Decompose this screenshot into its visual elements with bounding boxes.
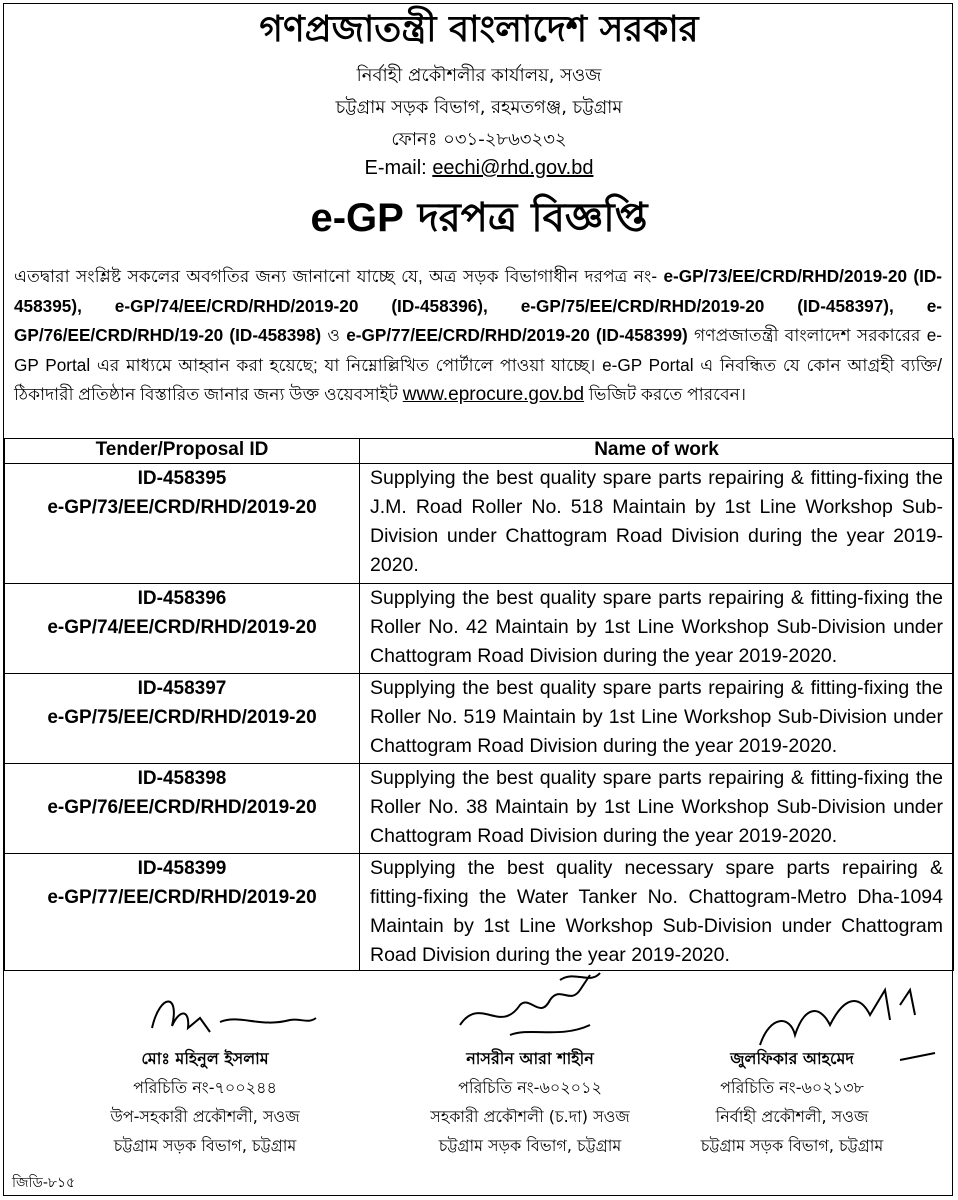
- email-line: [0, 156, 958, 180]
- signatory-name: নাসরীন আরা শাহীন: [466, 1049, 594, 1068]
- table-row: [5, 764, 954, 854]
- work-description: Supplying the best quality spare parts repairing & fitting-fixing the J.M. Road Roller No. 518 Maintain by 1st Line Workshop Sub-Division under Chattogram Road Division during the year 2019-2020.: [360, 464, 954, 584]
- signature-scribble-2: [450, 965, 630, 1045]
- tender-id: ID-458398: [137, 768, 227, 789]
- email-label: E-mail:: [364, 157, 433, 179]
- tender-id-cell: [5, 464, 360, 584]
- tender-id: ID-458395: [137, 468, 227, 489]
- table-row: [5, 584, 954, 674]
- signatory-designation: সহকারী প্রকৌশলী (চ.দা) সওজ: [430, 1107, 630, 1126]
- tender-id: ID-458399: [137, 858, 227, 879]
- tender-ref: e-GP/74/EE/CRD/RHD/2019-20: [47, 617, 317, 638]
- table-header-row: [5, 439, 954, 464]
- signatory-3: [632, 1044, 952, 1160]
- phone-number: ফোনঃ ০৩১-২৮৬৩২৩২: [391, 129, 567, 150]
- tender-id: ID-458397: [137, 678, 227, 699]
- tender-id-cell: [5, 854, 360, 971]
- table-row: [5, 464, 954, 584]
- work-description: Supplying the best quality spare parts repairing & fitting-fixing the Roller No. 42 Maintain by 1st Line Workshop Sub-Division under Chattogram Road Division during the year 2019-2020.: [360, 584, 954, 674]
- title-egp: e-GP: [310, 196, 404, 240]
- work-description: Supplying the best quality spare parts repairing & fitting-fixing the Roller No. 38 Maintain by 1st Line Workshop Sub-Division under Chattogram Road Division during the year 2019-2020.: [360, 764, 954, 854]
- signatory-office: চট্টগ্রাম সড়ক বিভাগ, চট্টগ্রাম: [113, 1136, 297, 1155]
- tender-id: ID-458396: [137, 588, 227, 609]
- signatory-1: [45, 1044, 365, 1160]
- signatory-designation: উপ-সহকারী প্রকৌশলী, সওজ: [110, 1107, 300, 1126]
- signatory-id: পরিচিতি নং-৬০২১৩৮: [720, 1078, 864, 1097]
- gd-code: জিডি-৮১৫: [12, 1175, 76, 1191]
- signatory-office: চট্টগ্রাম সড়ক বিভাগ, চট্টগ্রাম: [438, 1136, 622, 1155]
- signatory-name: মোঃ মহিনুল ইসলাম: [141, 1049, 269, 1068]
- work-description: Supplying the best quality spare parts repairing & fitting-fixing the Roller No. 519 Maintain by 1st Line Workshop Sub-Division under Chattogram Road Division during the year 2019-2020.: [360, 674, 954, 764]
- tender-id-cell: [5, 584, 360, 674]
- intro-text-3: ভিজিট করতে পারবেন।: [584, 384, 747, 404]
- signatory-office: চট্টগ্রাম সড়ক বিভাগ, চট্টগ্রাম: [700, 1136, 884, 1155]
- signatory-id: পরিচিতি নং-৬০২০১২: [458, 1078, 602, 1097]
- table-row: [5, 674, 954, 764]
- notice-title: [0, 194, 958, 242]
- signature-scribble-1: [140, 988, 320, 1048]
- tender-ref: e-GP/76/EE/CRD/RHD/2019-20: [47, 797, 317, 818]
- division-address: চট্টগ্রাম সড়ক বিভাগ, রহমতগঞ্জ, চট্টগ্রাম: [335, 97, 623, 118]
- intro-paragraph: [14, 262, 942, 410]
- tender-id-cell: [5, 674, 360, 764]
- eprocure-link[interactable]: www.eprocure.gov.bd: [402, 384, 585, 405]
- title-bangla: দরপত্র বিজ্ঞপ্তি: [403, 195, 648, 241]
- table-row: [5, 854, 954, 971]
- office-name: নির্বাহী প্রকৌশলীর কার্যালয়, সওজ: [356, 65, 602, 86]
- tender-ref: e-GP/73/EE/CRD/RHD/2019-20: [47, 497, 317, 518]
- intro-text-2: গণপ্রজাতন্ত্রী বাংলাদেশ সরকারের e-GP Portal এর মাধ্যমে আহ্বান করা হয়েছে; যা নিম্নোল্লিখিত পোর্টালে পাওয়া যাচ্ছে। e-GP Portal এ নিবন্ধিত যে কোন আগ্রহী ব্যক্তি/ঠিকাদারী প্রতিষ্ঠান বিস্তারিত জানার জন্য উক্ত ওয়েবসাইট: [14, 325, 942, 404]
- email-link[interactable]: eechi@rhd.gov.bd: [432, 157, 594, 179]
- signatory-id: পরিচিতি নং-৭০০২৪৪: [133, 1078, 277, 1097]
- column-header-id: Tender/Proposal ID: [5, 439, 360, 464]
- intro-text-1: এতদ্বারা সংশ্লিষ্ট সকলের অবগতির জন্য জানানো যাচ্ছে যে, অত্র সড়ক বিভাগাধীন দরপত্র নং-: [14, 266, 664, 286]
- tender-table: [4, 438, 954, 971]
- government-heading: গণপ্রজাতন্ত্রী বাংলাদেশ সরকার: [259, 9, 699, 50]
- signatory-designation: নির্বাহী প্রকৌশলী, সওজ: [715, 1107, 869, 1126]
- work-description: Supplying the best quality necessary spare parts repairing & fitting-fixing the Water Tanker No. Chattogram-Metro Dha-1094 Maintain by 1st Line Workshop Sub-Division under Chattogram Road Division during the year 2019-2020.: [360, 854, 954, 971]
- signatory-name: জুলফিকার আহমেদ: [730, 1049, 854, 1068]
- tender-id-cell: [5, 764, 360, 854]
- tender-refs-2: e-GP/77/EE/CRD/RHD/2019-20 (ID-458399): [346, 325, 688, 345]
- column-header-work: Name of work: [360, 439, 954, 464]
- intro-and: ও: [321, 325, 347, 345]
- tender-refs-1: e-GP/73/EE/CRD/RHD/2019-20 (ID-458395), e-GP/74/EE/CRD/RHD/2019-20 (ID-458396), e-GP/75/EE/CRD/RHD/2019-20 (ID-458397), e-GP/76/EE/CRD/RHD/19-20 (ID-458398): [14, 266, 942, 345]
- tender-ref: e-GP/75/EE/CRD/RHD/2019-20: [47, 707, 317, 728]
- tender-ref: e-GP/77/EE/CRD/RHD/2019-20: [47, 887, 317, 908]
